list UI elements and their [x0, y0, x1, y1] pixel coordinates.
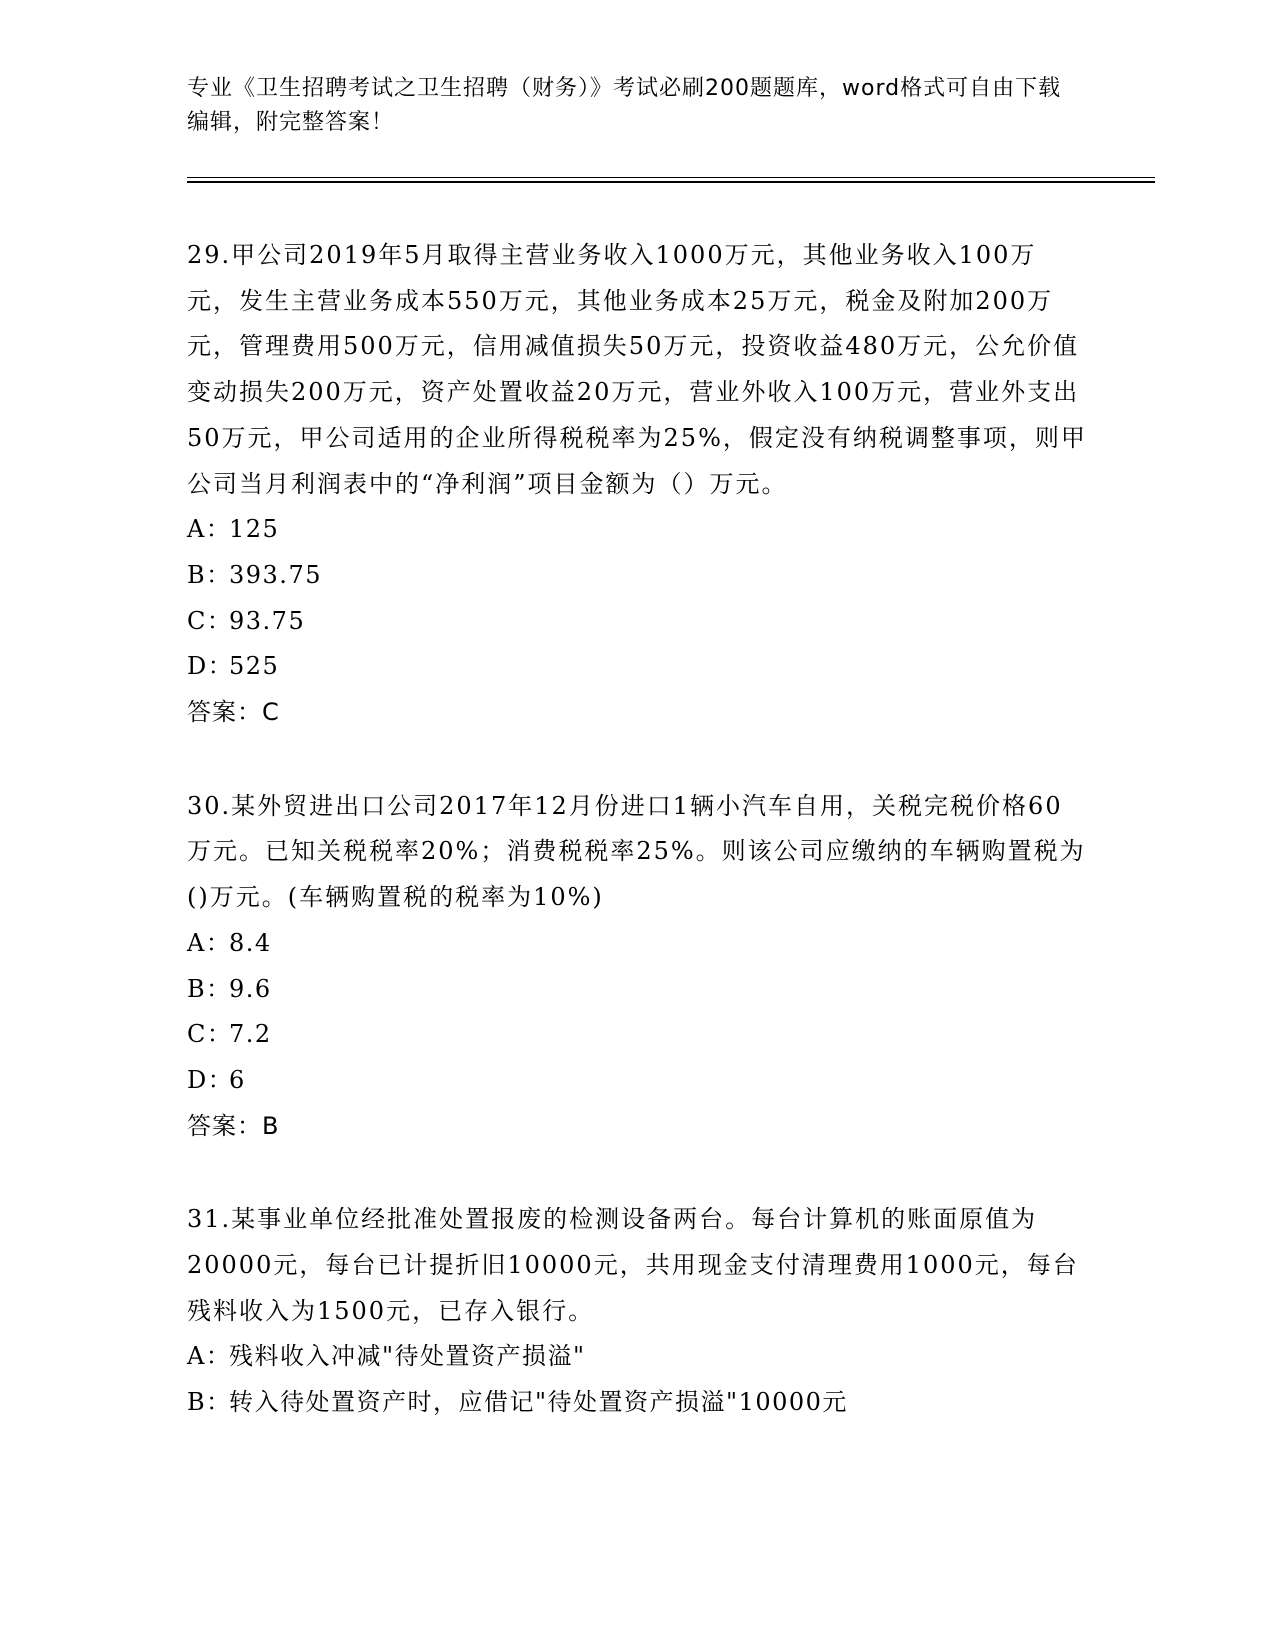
header-divider-thick — [187, 181, 1155, 183]
option-key: D： — [187, 652, 234, 681]
answer-line: 答案：B — [187, 1111, 280, 1140]
option-key: B： — [187, 1388, 232, 1417]
option-list — [187, 507, 1087, 690]
option-key: B： — [187, 974, 232, 1003]
option-c — [187, 1012, 1087, 1058]
option-key: A： — [187, 515, 232, 544]
option-text: 125 — [229, 515, 280, 544]
question-29 — [187, 233, 1087, 736]
question-list — [187, 233, 1087, 1474]
answer-line: 答案：C — [187, 698, 280, 727]
question-stem: 29.甲公司2019年5月取得主营业务收入1000万元，其他业务收入100万元，发生主营业务成本550万元，其他业务成本25万元，税金及附加200万元，管理费用500万元，信用减值损失50万元，投资收益480万元，公允价值变动损失200万元，资产处置收益20万元，营业外收入100万元，营业外支出50万元，甲公司适用的企业所得税税率为25%，假定没有纳税调整事项，则甲公司当月利润表中的“净利润”项目金额为（）万元。 — [187, 241, 1087, 498]
option-text: 7.2 — [229, 1020, 272, 1049]
option-a — [187, 1334, 1087, 1380]
option-a — [187, 507, 1087, 553]
option-a — [187, 921, 1087, 967]
option-text: 6 — [229, 1065, 246, 1094]
option-text: 8.4 — [229, 928, 272, 957]
option-text: 93.75 — [229, 606, 306, 635]
option-key: C： — [187, 1020, 233, 1049]
option-text: 转入待处置资产时，应借记"待处置资产损溢"10000元 — [229, 1388, 848, 1417]
question-30 — [187, 784, 1087, 1150]
option-key: A： — [187, 928, 232, 957]
document-header: 专业《卫生招聘考试之卫生招聘（财务）》考试必刷200题题库，word格式可自由下载编辑，附完整答案！ — [187, 76, 1062, 135]
option-list — [187, 1334, 1087, 1425]
option-d — [187, 644, 1087, 690]
option-d — [187, 1058, 1087, 1104]
option-key: A： — [187, 1342, 232, 1371]
question-stem: 31.某事业单位经批准处置报废的检测设备两台。每台计算机的账面原值为20000元，每台已计提折旧10000元，共用现金支付清理费用1000元，每台残料收入为1500元，已存入银行。 — [187, 1205, 1079, 1325]
option-text: 525 — [229, 652, 280, 681]
option-text: 393.75 — [229, 560, 322, 589]
option-key: C： — [187, 606, 233, 635]
header-divider-thin — [187, 177, 1155, 178]
option-b — [187, 967, 1087, 1013]
option-b — [187, 1380, 1087, 1426]
question-31 — [187, 1197, 1087, 1426]
option-c — [187, 599, 1087, 645]
option-list — [187, 921, 1087, 1104]
question-stem: 30.某外贸进出口公司2017年12月份进口1辆小汽车自用，关税完税价格60万元。已知关税税率20%；消费税税率25%。则该公司应缴纳的车辆购置税为()万元。(车辆购置税的税率为10%) — [187, 791, 1086, 912]
option-key: B： — [187, 560, 232, 589]
option-text: 9.6 — [229, 974, 272, 1003]
option-b — [187, 553, 1087, 599]
option-text: 残料收入冲减"待处置资产损溢" — [229, 1342, 586, 1371]
option-key: D： — [187, 1065, 234, 1094]
